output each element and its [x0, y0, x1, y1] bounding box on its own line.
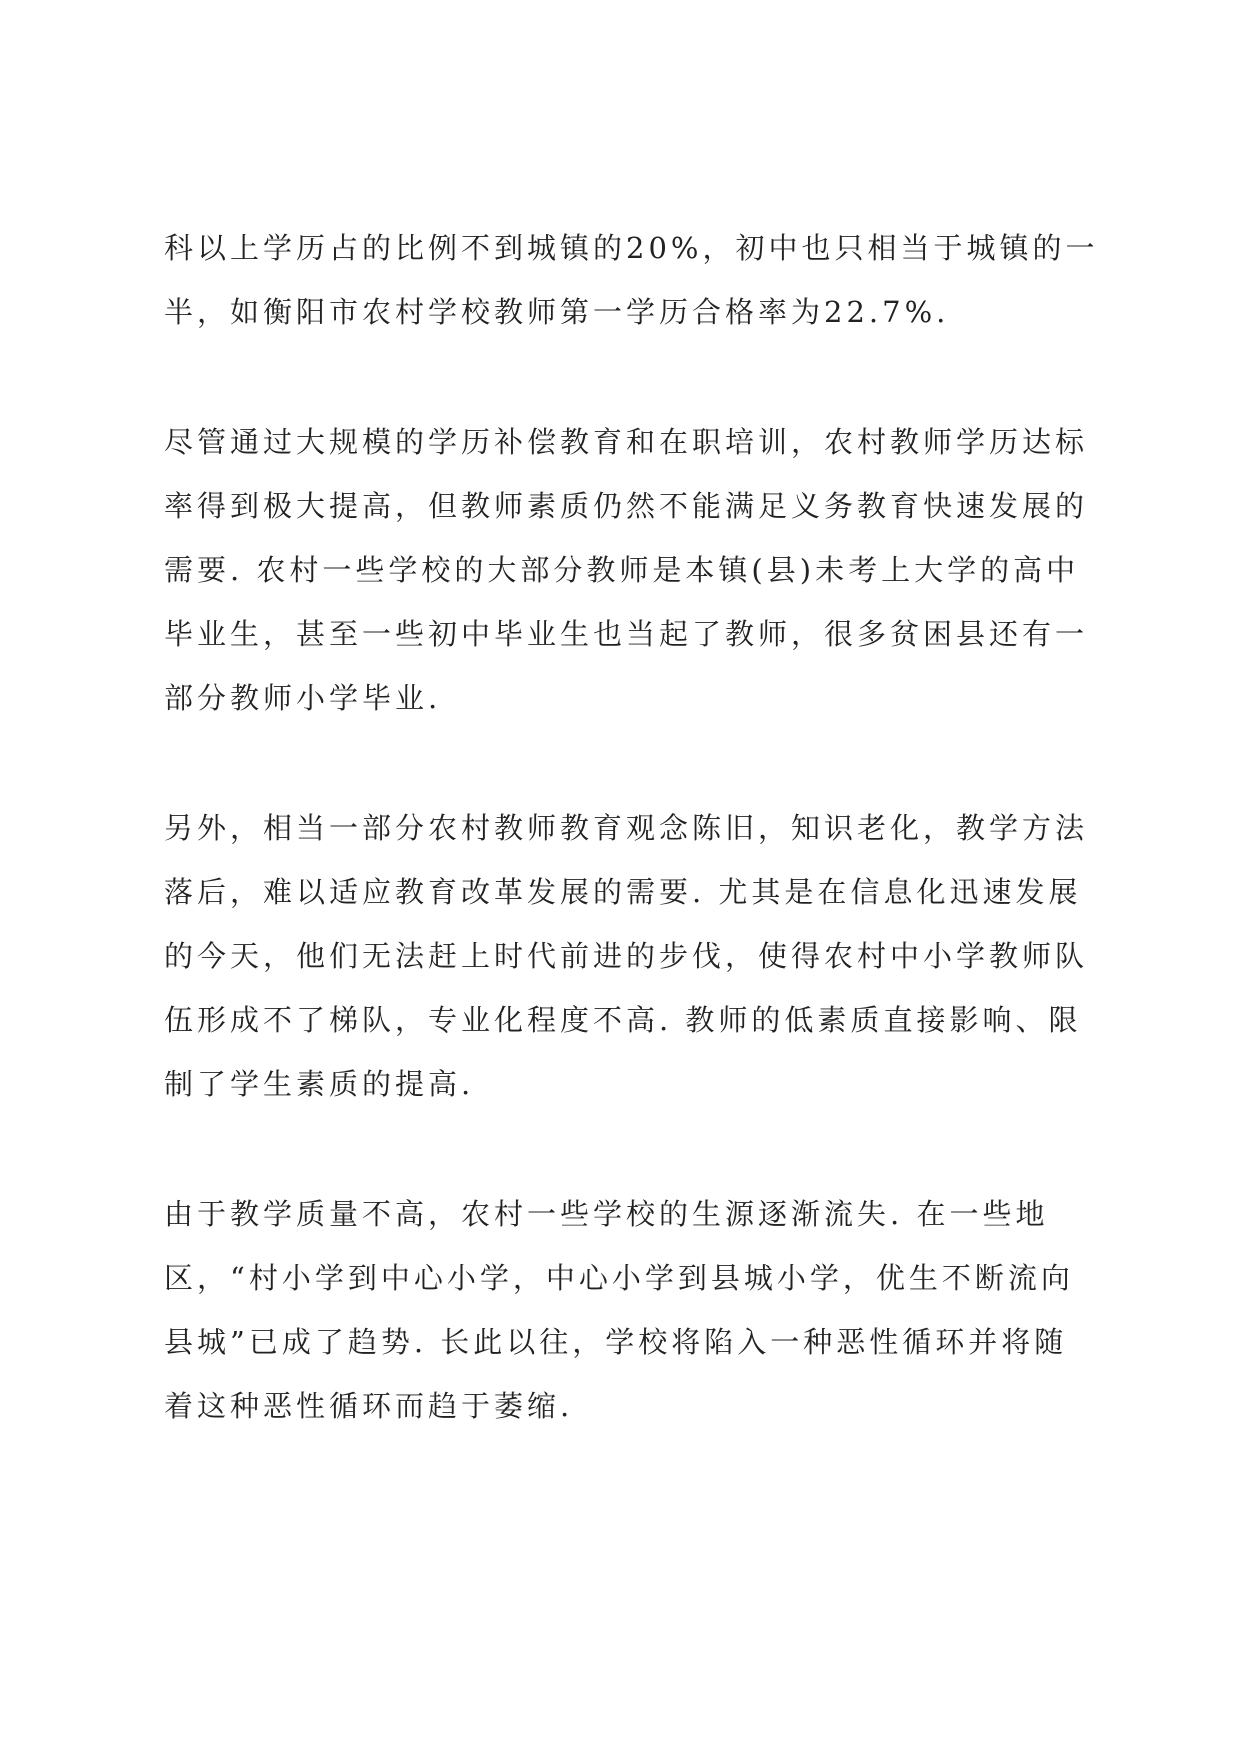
document-body: [164, 216, 1099, 1438]
paragraph-spacing: [164, 344, 1092, 410]
text-line: 着这种恶性循环而趋于萎缩.: [164, 1389, 574, 1423]
text-line: 毕业生，甚至一些初中毕业生也当起了教师，很多贫困县还有一: [164, 617, 1089, 651]
text-line: 半，如衡阳市农村学校教师第一学历合格率为22.7%.: [164, 295, 950, 329]
text-line: 尽管通过大规模的学历补偿教育和在职培训，农村教师学历达标: [164, 425, 1089, 459]
text-line: 的今天，他们无法赶上时代前进的步伐，使得农村中小学教师队: [164, 939, 1089, 973]
text-line: 科以上学历占的比例不到城镇的20%，初中也只相当于城镇的一: [164, 231, 1099, 265]
paragraph: [164, 216, 1099, 344]
text-line: 需要. 农村一些学校的大部分教师是本镇(县)未考上大学的高中: [164, 553, 1080, 587]
paragraph-spacing: [164, 730, 1092, 796]
paragraph: [164, 796, 1092, 1116]
text-line: 由于教学质量不高，农村一些学校的生源逐渐流失. 在一些地: [164, 1197, 1049, 1231]
text-line: 县城”已成了趋势. 长此以往，学校将陷入一种恶性循环并将随: [164, 1325, 1068, 1359]
text-line: 制了学生素质的提高.: [164, 1067, 475, 1101]
text-line: 区，“村小学到中心小学，中心小学到县城小学，优生不断流向: [164, 1261, 1074, 1295]
paragraph: [164, 1182, 1092, 1438]
text-line: 另外，相当一部分农村教师教育观念陈旧，知识老化，教学方法: [164, 811, 1089, 845]
paragraph: [164, 410, 1092, 730]
text-line: 率得到极大提高，但教师素质仍然不能满足义务教育快速发展的: [164, 489, 1089, 523]
text-line: 伍形成不了梯队，专业化程度不高. 教师的低素质直接影响、限: [164, 1003, 1082, 1037]
paragraph-spacing: [164, 1116, 1092, 1182]
text-line: 落后，难以适应教育改革发展的需要. 尤其是在信息化迅速发展: [164, 875, 1082, 909]
text-line: 部分教师小学毕业.: [164, 681, 442, 715]
